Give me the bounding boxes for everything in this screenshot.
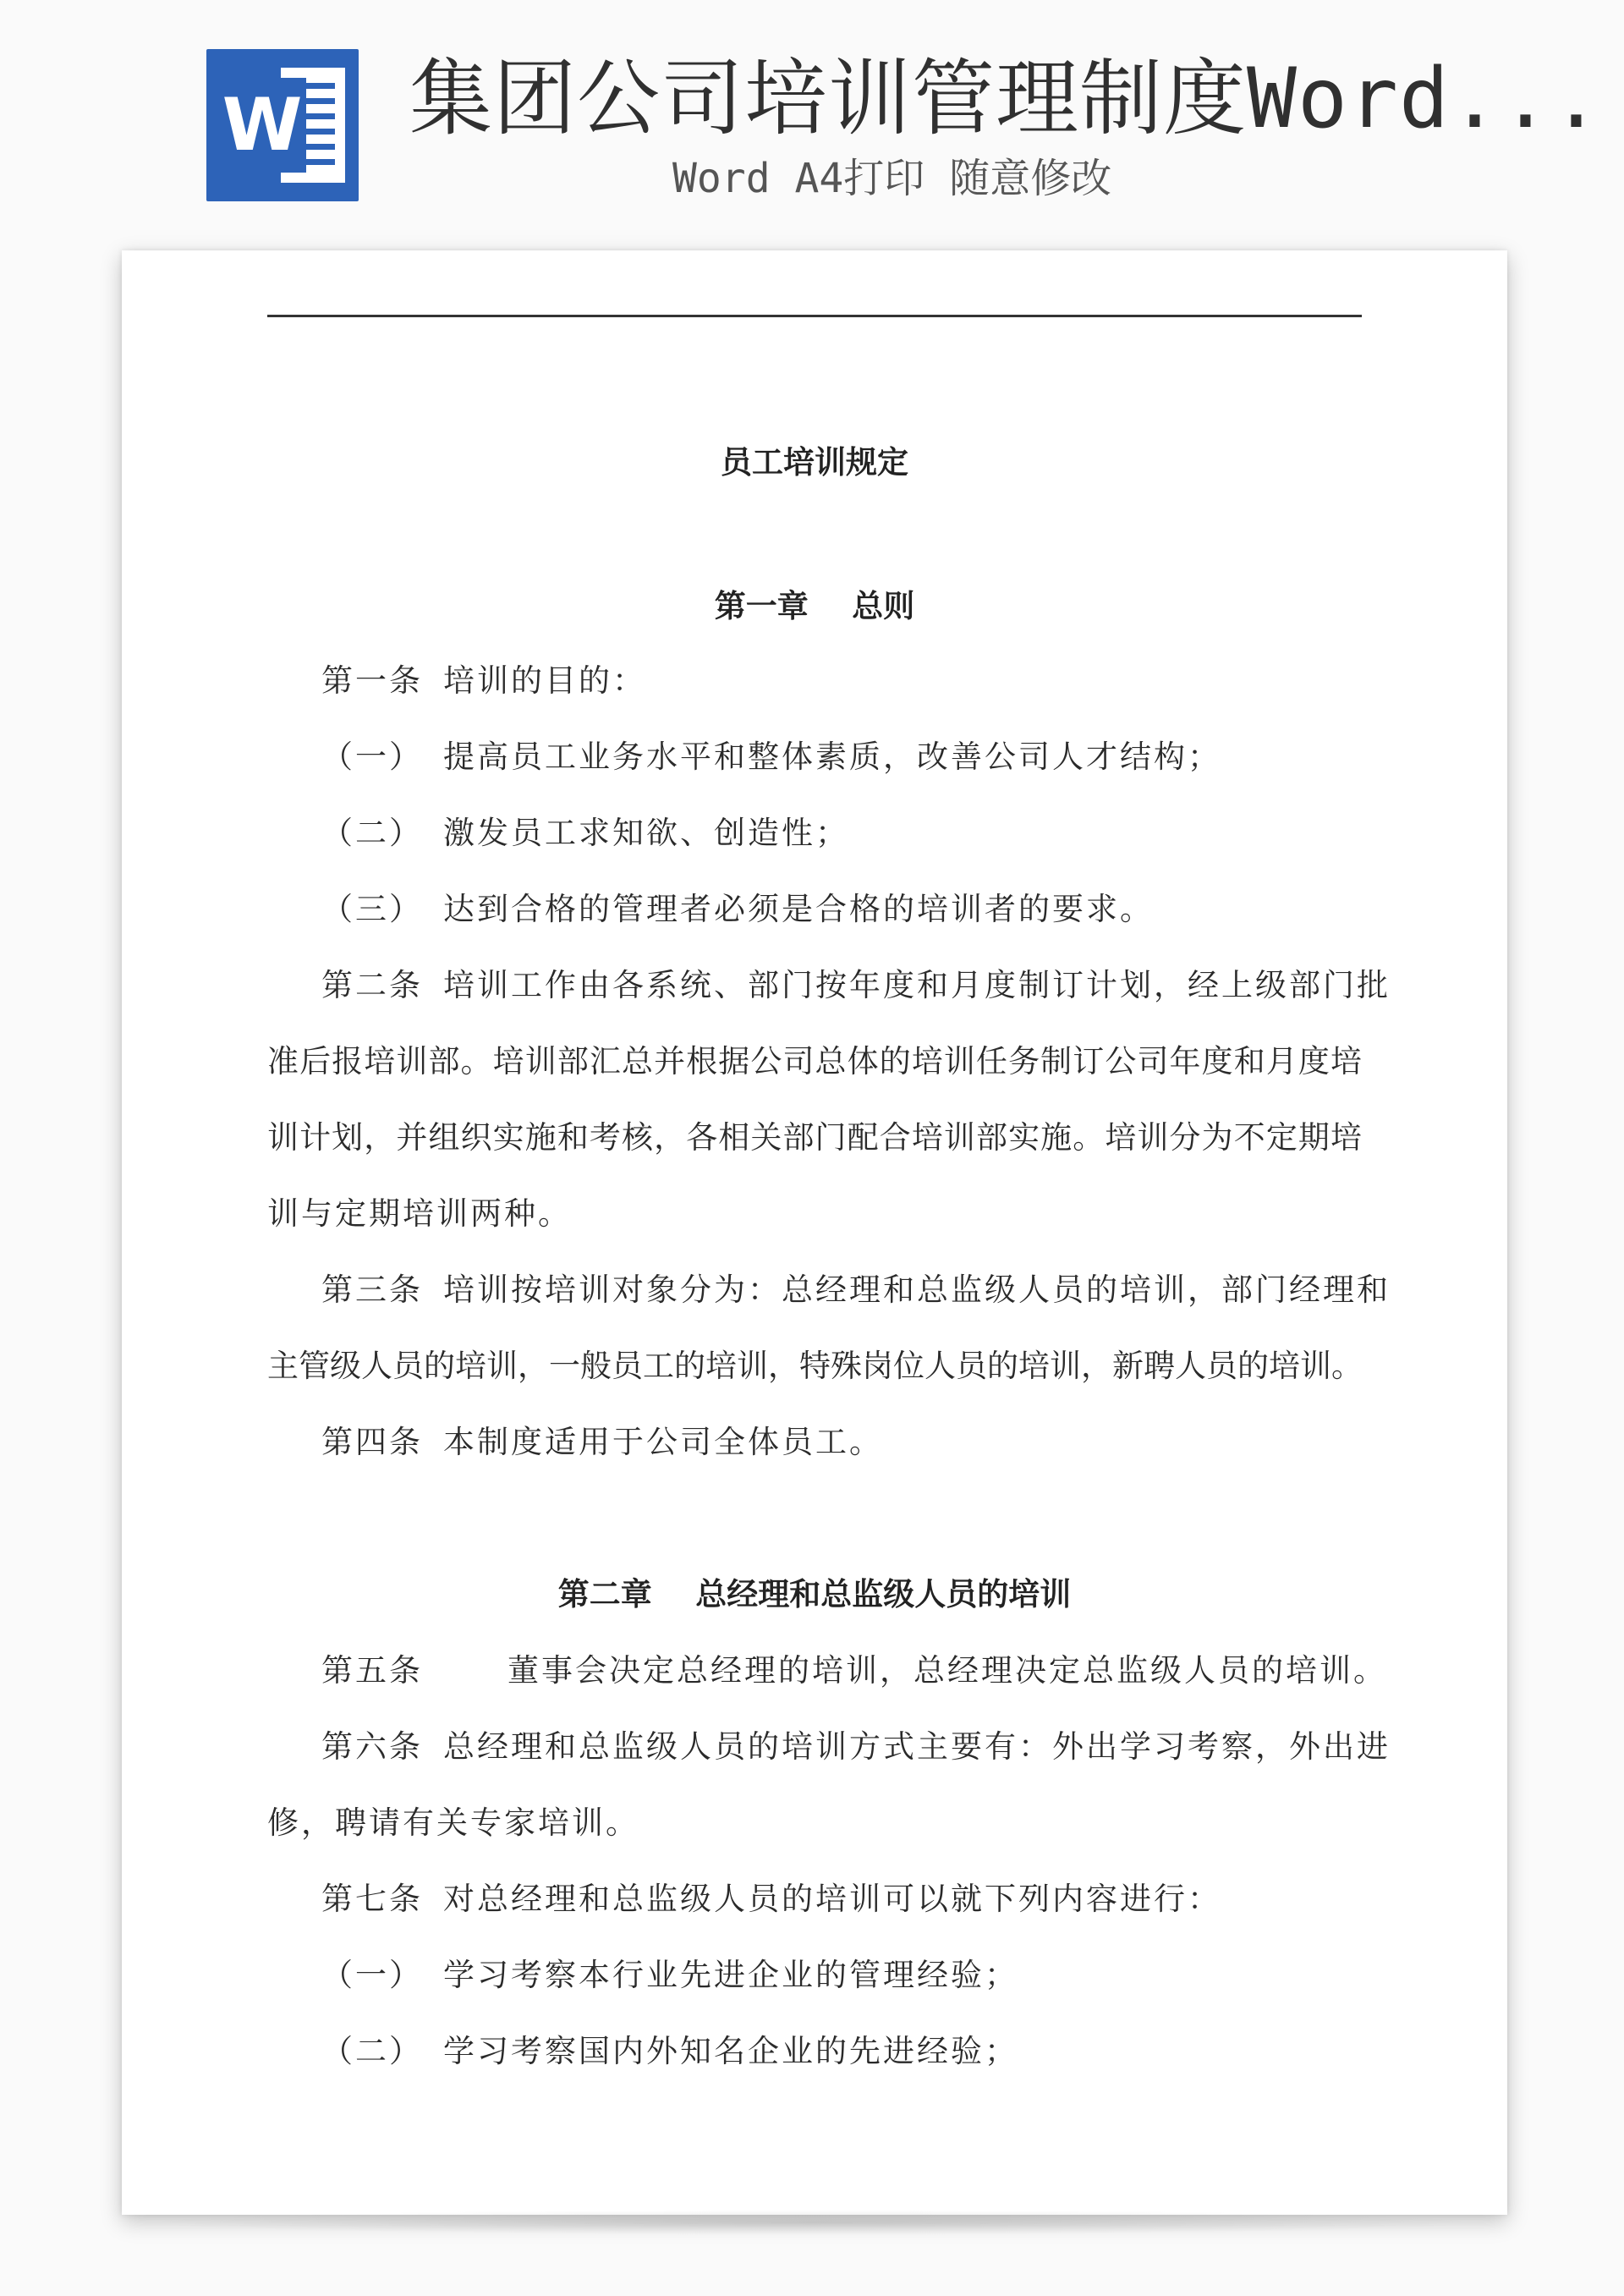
- page-shadow: [144, 2210, 1480, 2235]
- article-text: 本制度适用于公司全体员工。: [443, 1424, 883, 1460]
- article-number: 第六条: [321, 1728, 423, 1765]
- article-7: [321, 1878, 1362, 1920]
- list-item-number: （二）: [321, 815, 423, 851]
- list-item-text: 达到合格的管理者必须是合格的培训者的要求。: [443, 891, 1154, 927]
- article-2-line-4: 训与定期培训两种。: [267, 1195, 572, 1232]
- list-item-number: （二）: [321, 2033, 423, 2069]
- article-1: [321, 660, 1362, 702]
- document-title: 员工培训规定: [721, 444, 908, 481]
- article-number: 第三条: [321, 1272, 423, 1308]
- header-rule: [267, 315, 1362, 317]
- article-text: 总经理和总监级人员的培训方式主要有：外出学习考察，外出进: [443, 1728, 1391, 1765]
- article-2-line-2: 准后报培训部。培训部汇总并根据公司总体的培训任务制订公司年度和月度培: [267, 1043, 1362, 1079]
- list-item: [321, 2030, 1416, 2073]
- article-text: 培训的目的：: [443, 662, 646, 699]
- article-text: 董事会决定总经理的培训，总经理决定总监级人员的培训。: [508, 1652, 1387, 1689]
- list-item: [321, 812, 1416, 854]
- article-6: [321, 1726, 1391, 1768]
- article-2: [321, 964, 1391, 1007]
- article-2-line-3: 训计划，并组织实施和考核，各相关部门配合培训部实施。培训分为不定期培: [267, 1119, 1362, 1156]
- list-item-number: （一）: [321, 739, 423, 775]
- list-item-text: 激发员工求知欲、创造性；: [443, 815, 849, 851]
- list-item-text: 学习考察国内外知名企业的先进经验；: [443, 2033, 1018, 2069]
- list-item: [321, 1954, 1416, 1997]
- article-3-line-2: 主管级人员的培训，一般员工的培训，特殊岗位人员的培训，新聘人员的培训。: [267, 1348, 1363, 1384]
- list-item-text: 提高员工业务水平和整体素质，改善公司人才结构；: [443, 739, 1221, 775]
- list-item: [321, 736, 1416, 778]
- header-subtitle: Word A4打印 随意修改: [672, 155, 1112, 202]
- chapter2-heading: 第二章 总经理和总监级人员的培训: [557, 1576, 1072, 1612]
- article-number: 第四条: [321, 1424, 423, 1460]
- article-number: 第七条: [321, 1881, 423, 1917]
- header-banner: [0, 0, 1624, 245]
- word-app-icon: [206, 49, 359, 201]
- article-3: [321, 1269, 1391, 1311]
- article-number: 第五条: [321, 1652, 423, 1689]
- article-text: 对总经理和总监级人员的培训可以就下列内容进行：: [443, 1881, 1221, 1917]
- article-number: 第一条: [321, 662, 423, 699]
- document-page: [122, 250, 1507, 2215]
- article-5: [321, 1650, 1387, 1692]
- list-item-number: （三）: [321, 891, 423, 927]
- list-item-text: 学习考察本行业先进企业的管理经验；: [443, 1957, 1018, 1993]
- list-item-number: （一）: [321, 1957, 423, 1993]
- article-4: [321, 1421, 1362, 1464]
- header-title: 集团公司培训管理制度Word...: [409, 51, 1603, 147]
- list-item: [321, 888, 1416, 931]
- article-6-line-2: 修，聘请有关专家培训。: [267, 1804, 639, 1841]
- word-letter-icon: W: [218, 78, 306, 173]
- article-text: 培训工作由各系统、部门按年度和月度制订计划，经上级部门批: [443, 967, 1391, 1003]
- article-number: 第二条: [321, 967, 423, 1003]
- article-text: 培训按培训对象分为：总经理和总监级人员的培训，部门经理和: [443, 1272, 1391, 1308]
- chapter1-heading: 第一章 总则: [714, 588, 915, 624]
